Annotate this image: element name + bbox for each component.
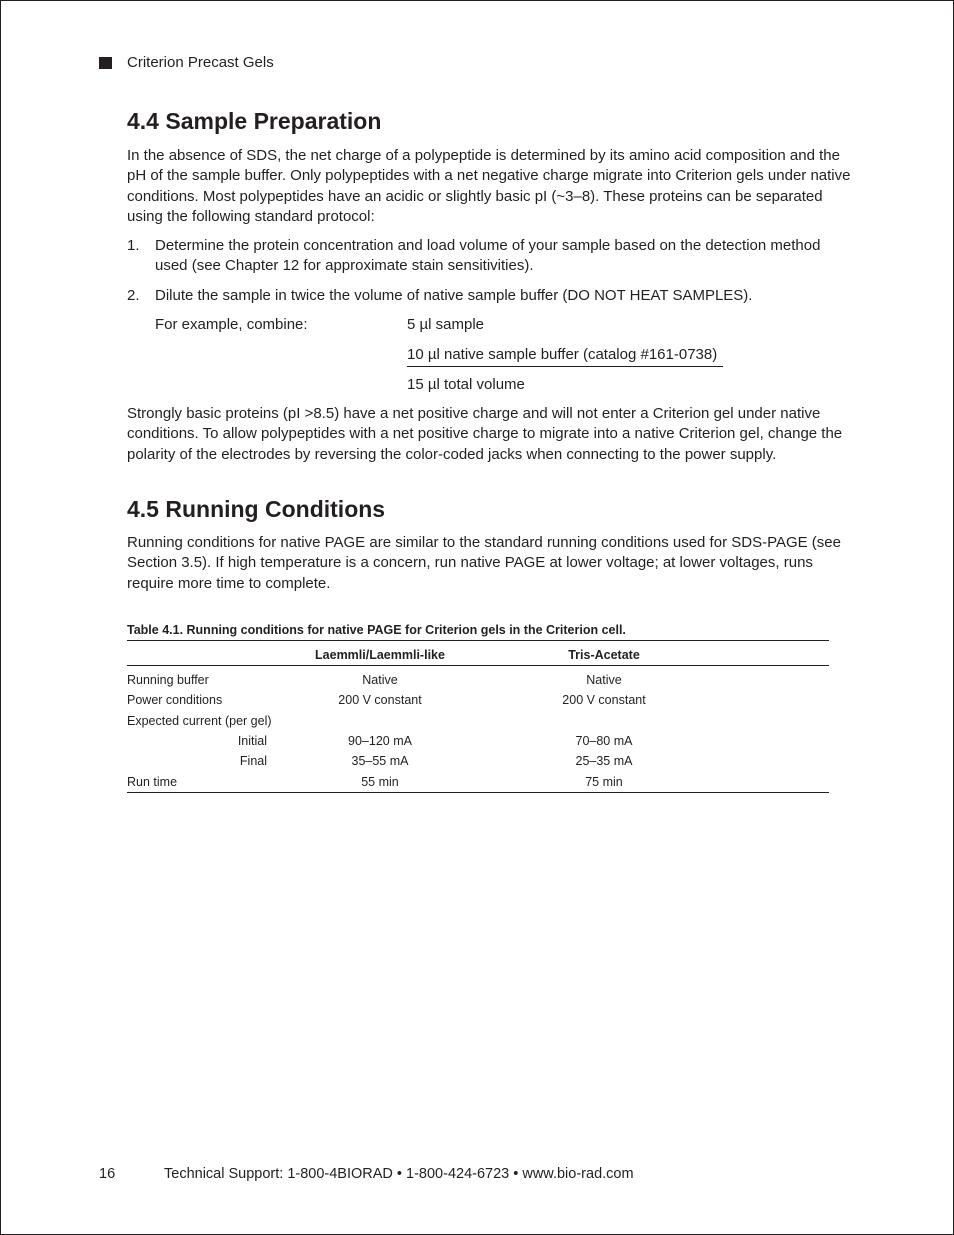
table-cell: 200 V constant: [338, 693, 422, 707]
support-info: Technical Support: 1-800-4BIORAD • 1-800-424-6723 • www.bio-rad.com: [164, 1166, 634, 1182]
step-number: 2.: [127, 287, 140, 304]
section-heading-running-conditions: 4.5 Running Conditions: [127, 496, 386, 522]
running-conditions-body: Running conditions for native PAGE are similar to the standard running conditions used for SDS-PAGE (see Section 3.5). If high temperature is a concern, run native PAGE at lower voltage; at lower voltages, runs require more time to complete.: [127, 534, 841, 592]
example-total: 15 µl total volume: [407, 376, 525, 393]
step-text: Determine the protein concentration and load volume of your sample based on the detection method used (see Chapter 12 for approximate stain sensitivities).: [155, 237, 821, 274]
table-row-label: Run time: [127, 775, 178, 789]
step-number: 1.: [127, 237, 140, 254]
sum-rule: [407, 366, 723, 367]
table-cell: Native: [362, 673, 398, 687]
example-label: For example, combine:: [155, 316, 308, 333]
table-bottom-rule: [127, 792, 829, 793]
sample-prep-closing: Strongly basic proteins (pI >8.5) have a net positive charge and will not enter a Criterion gel under native conditions. To allow polypeptides with a net positive charge to migrate into a native Criterion gel, change the polarity of the electrodes by reversing the color-coded jacks when connecting to the power supply.: [127, 405, 843, 463]
table-cell: 25–35 mA: [575, 754, 633, 768]
table-top-rule: [127, 640, 829, 641]
table-row-label: Expected current (per gel): [127, 714, 272, 728]
table-cell: 55 min: [361, 775, 399, 789]
table-cell: 70–80 mA: [575, 734, 633, 748]
table-caption: Table 4.1. Running conditions for native PAGE for Criterion gels in the Criterion cell.: [127, 623, 626, 637]
column-header-laemmli: Laemmli/Laemmli-like: [315, 648, 445, 662]
header-square-icon: [99, 57, 112, 69]
step-text: Dilute the sample in twice the volume of native sample buffer (DO NOT HEAT SAMPLES).: [155, 287, 753, 304]
table-cell: Native: [586, 673, 622, 687]
column-header-tris-acetate: Tris-Acetate: [568, 648, 640, 662]
table-row-label: Running buffer: [127, 673, 209, 687]
table-row-sublabel: Initial: [237, 734, 267, 748]
table-row-label: Power conditions: [127, 693, 223, 707]
section-heading-sample-preparation: 4.4 Sample Preparation: [127, 108, 382, 134]
example-buffer: 10 µl native sample buffer (catalog #161-0738): [407, 346, 718, 363]
page-number: 16: [99, 1166, 116, 1182]
example-sample: 5 µl sample: [407, 316, 485, 333]
sample-prep-intro: In the absence of SDS, the net charge of a polypeptide is determined by its amino acid composition and the pH of the sample buffer. Only polypeptides with a net negative charge migrate into Criterion gels under native conditions. Most polypeptides have an acidic or slightly basic pI (~3–8). These proteins can be separated using the following standard protocol:: [127, 147, 851, 225]
table-cell: 200 V constant: [562, 693, 646, 707]
table-header-rule: [127, 665, 829, 666]
table-cell: 35–55 mA: [351, 754, 409, 768]
running-title: Criterion Precast Gels: [127, 54, 274, 71]
table-cell: 75 min: [585, 775, 623, 789]
table-row-sublabel: Final: [239, 754, 267, 768]
table-cell: 90–120 mA: [348, 734, 412, 748]
